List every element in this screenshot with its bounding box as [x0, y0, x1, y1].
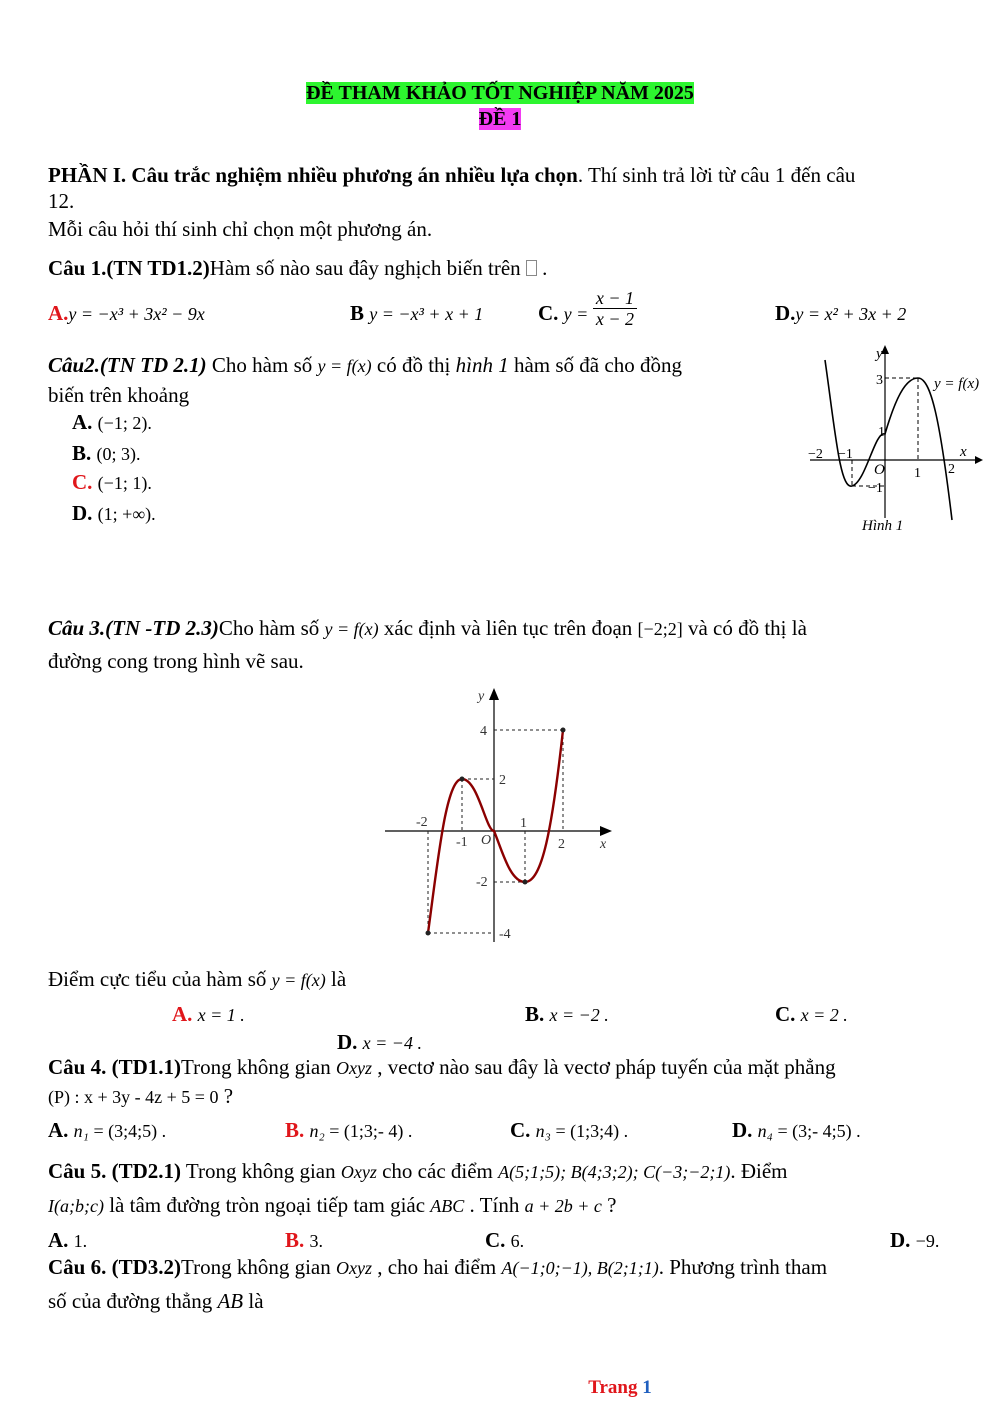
part1-line2: 12.	[48, 189, 75, 213]
q3-tick-ym4: -4	[499, 927, 511, 942]
q3-point-end	[561, 728, 566, 733]
q2-option-b[interactable]: B. (0; 3).	[72, 441, 141, 465]
q2-caption: Hình 1	[862, 518, 904, 534]
q3-option-d[interactable]: D. x = −4 .	[337, 1030, 422, 1054]
q4-option-b[interactable]: B. n₂ = (1;3;- 4) .	[285, 1118, 413, 1142]
q2-x-arrow-icon	[975, 456, 983, 464]
q3-point-min	[523, 880, 528, 885]
q4-option-d[interactable]: D. n₄ = (3;- 4;5) .	[732, 1118, 861, 1142]
q3-x-label: x	[600, 837, 607, 852]
q2-tick-xm2: −2	[808, 447, 823, 462]
q2-tick-x2: 2	[948, 462, 955, 477]
q2-curve-label: y = f(x)	[934, 376, 980, 392]
q2-option-c[interactable]: C. (−1; 1).	[72, 470, 152, 494]
q5-option-c[interactable]: C. 6.	[485, 1228, 525, 1252]
q3-origin: O	[481, 833, 492, 848]
q2-stem: Câu2.(TN TD 2.1) Cho hàm số y = f(x) có đồ thị hình 1 hàm số đã cho đồng	[48, 353, 682, 377]
q3-x-arrow-icon	[600, 826, 612, 836]
q1-stem: Câu 1.(TN TD1.2)Hàm số nào sau đây nghịch biến trên .	[48, 256, 548, 280]
q2-graph	[800, 340, 1000, 540]
q5-option-b[interactable]: B. 3.	[285, 1228, 324, 1252]
q3-tick-xm1: -1	[456, 835, 468, 850]
q3-option-b[interactable]: B. x = −2 .	[525, 1002, 609, 1026]
document-subtitle: ĐỀ 1	[478, 108, 522, 130]
q2-tick-x1: 1	[914, 466, 921, 481]
q3-stem-line2: đường cong trong hình vẽ sau.	[48, 649, 304, 673]
q3-question: Điểm cực tiểu của hàm số y = f(x) là	[48, 967, 347, 991]
q3-option-c[interactable]: C. x = 2 .	[775, 1002, 848, 1026]
q5-stem-line2: I(a;b;c) là tâm đường tròn ngoại tiếp tam giác ABC . Tính a + 2b + c ?	[48, 1193, 617, 1217]
page-footer: Trang 1	[588, 1377, 652, 1398]
q3-y-label: y	[478, 689, 485, 704]
part1-heading-line: PHẦN I. Câu trắc nghiệm nhiều phương án nhiều lựa chọn. Thí sinh trả lời từ câu 1 đến câu	[48, 163, 856, 187]
q3-tick-xm2: -2	[416, 815, 428, 830]
q3-point-max	[460, 777, 465, 782]
q3-tick-y2: 2	[499, 773, 506, 788]
q2-y-label: y	[876, 346, 883, 362]
q6-stem-line2: số của đường thẳng AB là	[48, 1289, 264, 1313]
q2-tick-xm1: −1	[838, 447, 853, 462]
q4-plane: (P) : x + 3y - 4z + 5 = 0 ?	[48, 1084, 234, 1108]
q3-tick-ym2: -2	[476, 875, 488, 890]
q2-tick-y1: 1	[878, 425, 885, 440]
q5-stem: Câu 5. (TD2.1) Trong không gian Oxyz cho các điểm A(5;1;5); B(4;3;2); C(−3;−2;1). Điểm	[48, 1159, 788, 1183]
document-title: ĐỀ THAM KHẢO TỐT NGHIỆP NĂM 2025	[306, 82, 694, 104]
q5-option-d[interactable]: D. −9.	[890, 1228, 940, 1252]
q4-option-c[interactable]: C. n₃ = (1;3;4) .	[510, 1118, 629, 1142]
q2-x-label: x	[960, 444, 967, 460]
q6-stem: Câu 6. (TD3.2)Trong không gian Oxyz , cho hai điểm A(−1;0;−1), B(2;1;1). Phương trình tham	[48, 1255, 828, 1279]
q2-option-a[interactable]: A. (−1; 2).	[72, 410, 152, 434]
q2-stem-line2: biến trên khoảng	[48, 383, 190, 407]
q1-option-c-fraction: x − 1 x − 2	[593, 288, 637, 329]
q2-option-d[interactable]: D. (1; +∞).	[72, 501, 156, 525]
q2-curve	[825, 360, 952, 520]
q1-option-b[interactable]: B y = −x³ + x + 1	[350, 301, 484, 325]
q1-option-d[interactable]: D.y = x² + 3x + 2	[775, 301, 907, 325]
q2-origin: O	[874, 462, 885, 478]
q5-option-a[interactable]: A. 1.	[48, 1228, 88, 1252]
q4-option-a[interactable]: A. n₁ = (3;4;5) .	[48, 1118, 167, 1142]
missing-glyph-icon	[526, 260, 537, 276]
q3-point-start	[426, 931, 431, 936]
q3-y-arrow-icon	[489, 688, 499, 700]
q1-option-c[interactable]: C. y =	[538, 301, 589, 325]
q3-option-a[interactable]: A. x = 1 .	[172, 1002, 245, 1026]
q3-stem: Câu 3.(TN -TD 2.3)Cho hàm số y = f(x) xác định và liên tục trên đoạn [−2;2] và có đồ thị là	[48, 616, 807, 640]
q4-stem: Câu 4. (TD1.1)Trong không gian Oxyz , vectơ nào sau đây là vectơ pháp tuyến của mặt phẳng	[48, 1055, 836, 1079]
part1-line3: Mỗi câu hỏi thí sinh chỉ chọn một phương án.	[48, 217, 433, 241]
q3-tick-x2: 2	[558, 837, 565, 852]
q3-tick-x1: 1	[520, 816, 527, 831]
q2-tick-ym1: −1	[868, 481, 883, 496]
q2-tick-3: 3	[876, 373, 883, 388]
q3-graph	[380, 680, 640, 950]
q1-option-a[interactable]: A.y = −x³ + 3x² − 9x	[48, 301, 205, 325]
q3-tick-y4: 4	[480, 724, 487, 739]
